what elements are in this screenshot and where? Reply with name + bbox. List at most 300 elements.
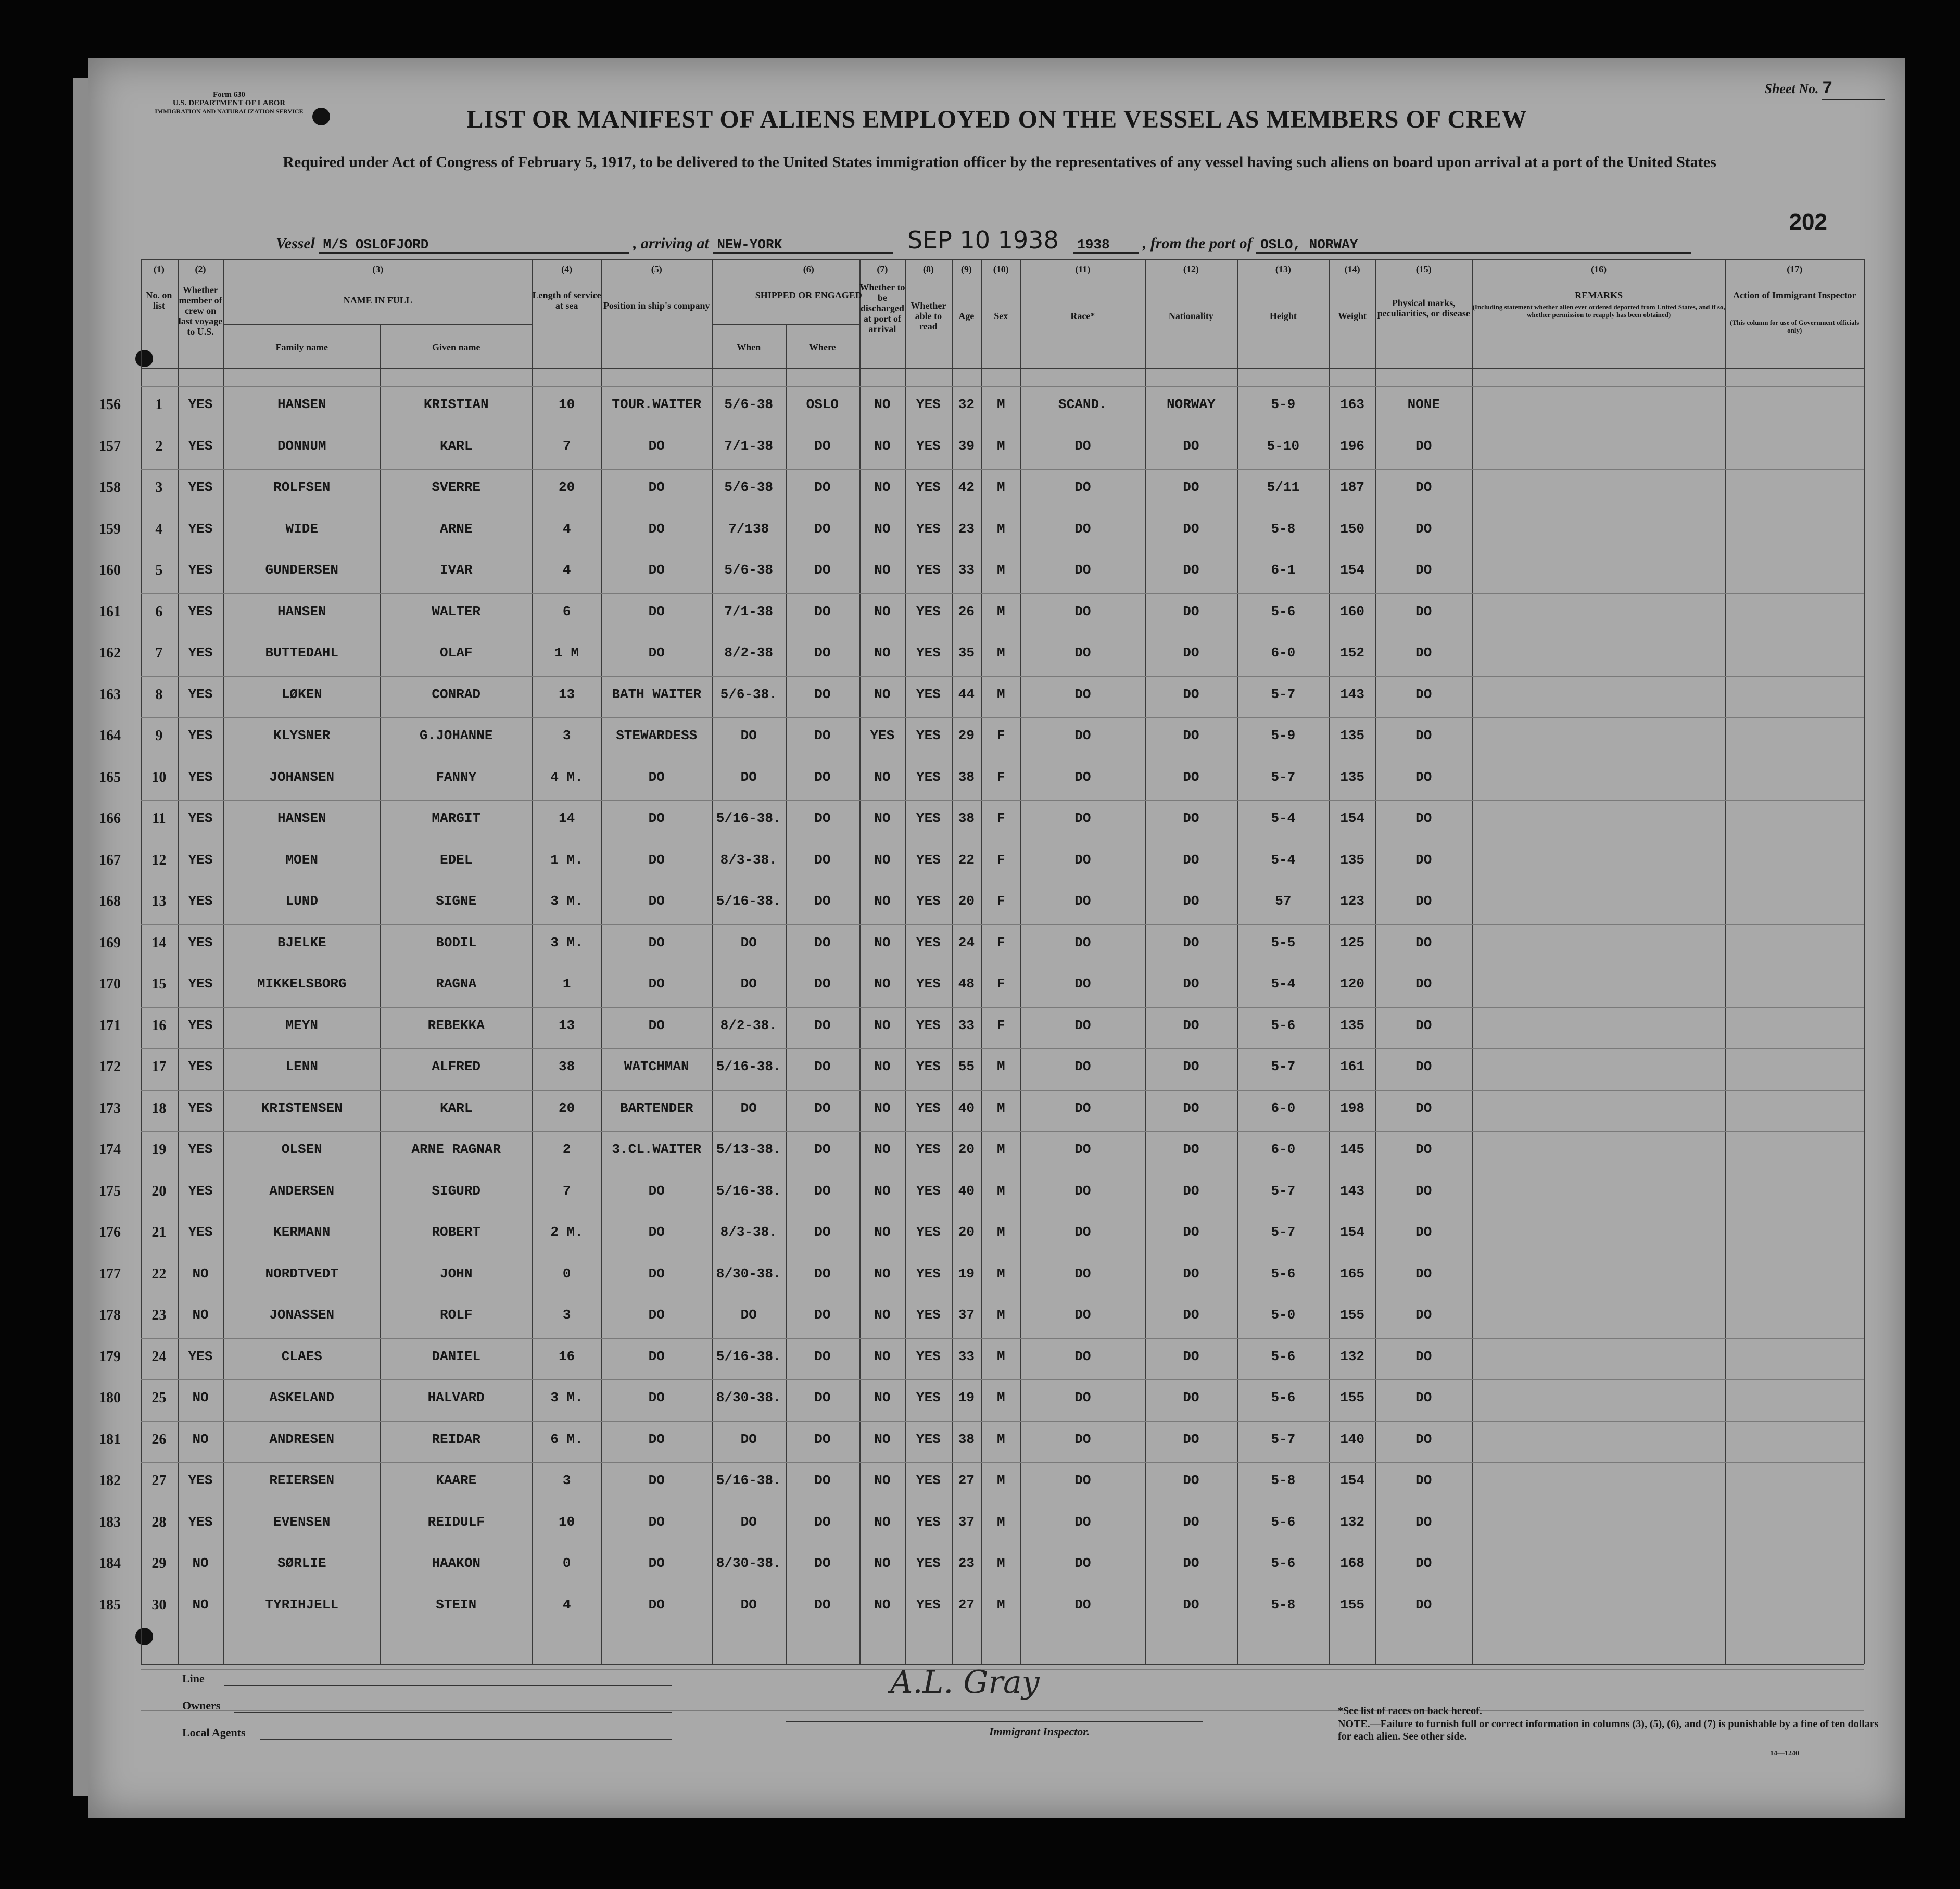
cell-race: DO (1074, 1059, 1091, 1074)
cell-position: DO (648, 438, 665, 454)
cell-position: DO (648, 1555, 665, 1571)
cell-sex: M (996, 1142, 1005, 1157)
cell-given: ARNE (440, 521, 473, 537)
cell-weight: 187 (1340, 479, 1365, 495)
cell-n: 2 (155, 438, 163, 454)
column-divider (1375, 259, 1376, 1664)
cell-weight: 155 (1340, 1596, 1365, 1613)
cell-race: DO (1074, 934, 1091, 950)
cell-position: DO (648, 852, 665, 868)
column-header-c4: Length of service at sea (532, 290, 601, 311)
cell-n: 17 (151, 1059, 167, 1075)
cell-last: YES (188, 1514, 213, 1530)
arrival-year: 1938 (1073, 237, 1139, 254)
cell-when: 8/30-38. (716, 1265, 781, 1282)
cell-nat: DO (1183, 686, 1199, 702)
cell-height: 5-6 (1271, 1017, 1296, 1033)
cell-marks: DO (1415, 521, 1432, 537)
cell-family: WIDE (285, 521, 318, 537)
margin-row-number: 169 (99, 934, 121, 951)
cell-nat: DO (1183, 521, 1199, 537)
cell-last: NO (192, 1596, 209, 1613)
sheet-number-label: Sheet No. (1764, 81, 1819, 96)
cell-family: ASKELAND (269, 1390, 335, 1405)
cell-position: DO (648, 1596, 665, 1613)
cell-service: 4 (562, 1596, 571, 1613)
cell-marks: DO (1415, 1348, 1432, 1364)
cell-position: DO (648, 603, 665, 619)
row-rule (141, 1462, 1864, 1463)
cell-given: MARGIT (432, 810, 481, 826)
cell-where: DO (814, 1555, 831, 1571)
margin-row-number: 172 (99, 1059, 121, 1075)
cell-family: MOEN (285, 852, 318, 868)
cell-disch: NO (874, 1307, 891, 1323)
cell-age: 33 (958, 562, 975, 578)
cell-last: YES (188, 893, 213, 909)
margin-row-number: 159 (99, 521, 121, 537)
cell-age: 48 (958, 976, 975, 992)
cell-given: KRISTIAN (423, 397, 489, 412)
cell-when: DO (740, 1100, 757, 1116)
inspector-signature: A.L. Gray (890, 1664, 1040, 1701)
cell-where: DO (814, 893, 831, 909)
cell-disch: NO (874, 1059, 891, 1074)
cell-nat: DO (1183, 1142, 1199, 1157)
cell-service: 16 (559, 1348, 575, 1364)
cell-sex: F (996, 893, 1005, 909)
cell-n: 19 (151, 1142, 167, 1158)
cell-n: 5 (155, 562, 163, 578)
signature-rule (786, 1721, 1203, 1722)
cell-sex: M (996, 521, 1005, 537)
cell-service: 1 M (554, 645, 579, 661)
cell-last: YES (188, 1348, 213, 1364)
cell-given: EDEL (440, 852, 473, 868)
cell-height: 5-10 (1267, 438, 1300, 454)
cell-last: YES (188, 686, 213, 702)
cell-race: DO (1074, 1017, 1091, 1033)
cell-read: YES (916, 1224, 941, 1240)
column-number: (13) (1275, 264, 1291, 274)
cell-age: 40 (958, 1100, 975, 1116)
cell-disch: NO (874, 976, 891, 992)
cell-sex: M (996, 1514, 1005, 1530)
cell-service: 2 (562, 1142, 571, 1157)
cell-service: 20 (559, 479, 575, 495)
cell-position: DO (648, 1431, 665, 1447)
cell-sex: M (996, 397, 1005, 412)
cell-service: 3 (562, 1473, 571, 1488)
cell-age: 27 (958, 1473, 975, 1488)
cell-read: YES (916, 1390, 941, 1405)
cell-disch: NO (874, 893, 891, 909)
cell-race: SCAND. (1058, 397, 1107, 412)
cell-read: YES (916, 1142, 941, 1157)
cell-nat: DO (1183, 438, 1199, 454)
cell-family: BJELKE (277, 934, 326, 950)
cell-service: 1 M. (550, 852, 583, 868)
date-stamp: SEP 10 1938 (907, 226, 1059, 254)
column-header-c3: NAME IN FULL (343, 295, 412, 306)
cell-last: YES (188, 934, 213, 950)
column-header-c6: SHIPPED OR ENGAGED (755, 290, 862, 300)
cell-disch: NO (874, 397, 891, 412)
cell-service: 10 (559, 397, 575, 412)
column-number: (12) (1183, 264, 1199, 274)
cell-race: DO (1074, 852, 1091, 868)
cell-given: KARL (440, 1100, 473, 1116)
cell-nat: DO (1183, 1100, 1199, 1116)
cell-age: 27 (958, 1596, 975, 1613)
cell-given: STEIN (436, 1596, 477, 1613)
cell-n: 7 (155, 645, 163, 661)
cell-marks: NONE (1407, 397, 1440, 412)
agents-label: Local Agents (182, 1726, 246, 1739)
cell-given: IVAR (440, 562, 473, 578)
cell-age: 22 (958, 852, 975, 868)
cell-disch: NO (874, 1596, 891, 1613)
cell-service: 13 (559, 686, 575, 702)
cell-marks: DO (1415, 934, 1432, 950)
row-rule (141, 1131, 1864, 1132)
cell-family: NORDTVEDT (265, 1265, 338, 1282)
cell-nat: DO (1183, 1431, 1199, 1447)
cell-read: YES (916, 852, 941, 868)
cell-last: YES (188, 852, 213, 868)
column-divider (601, 259, 602, 1664)
column-header-c7: Whether to be discharged at port of arrival (859, 282, 905, 334)
cell-sex: M (996, 479, 1005, 495)
owners-rule (234, 1712, 672, 1713)
crew-table (99, 259, 1864, 1664)
cell-height: 5-0 (1271, 1307, 1296, 1323)
cell-sex: M (996, 1265, 1005, 1282)
cell-read: YES (916, 1473, 941, 1488)
cell-last: YES (188, 1142, 213, 1157)
cell-where: DO (814, 1183, 831, 1199)
column-divider (952, 259, 953, 1664)
cell-read: YES (916, 728, 941, 743)
cell-last: NO (192, 1265, 209, 1282)
cell-weight: 140 (1340, 1431, 1365, 1447)
cell-given: ARNE RAGNAR (411, 1142, 501, 1157)
sheet-number-value: 7 (1822, 79, 1885, 100)
cell-read: YES (916, 603, 941, 619)
cell-marks: DO (1415, 728, 1432, 743)
cell-read: YES (916, 1307, 941, 1323)
cell-service: 3 (562, 1307, 571, 1323)
cell-height: 5-7 (1271, 686, 1296, 702)
cell-marks: DO (1415, 1142, 1432, 1157)
cell-height: 6-0 (1271, 645, 1296, 661)
cell-age: 19 (958, 1265, 975, 1282)
cell-n: 25 (151, 1390, 167, 1406)
cell-last: NO (192, 1431, 209, 1447)
service-name: IMMIGRATION AND NATURALIZATION SERVICE (155, 108, 304, 115)
cell-position: DO (648, 562, 665, 578)
cell-when: 8/2-38. (720, 1017, 777, 1033)
cell-read: YES (916, 1265, 941, 1282)
cell-race: DO (1074, 1473, 1091, 1488)
cell-age: 55 (958, 1059, 975, 1074)
cell-nat: DO (1183, 562, 1199, 578)
cell-n: 22 (151, 1265, 167, 1282)
cell-n: 21 (151, 1224, 167, 1240)
column-number: (7) (877, 264, 888, 274)
column-header-c3a: Family name (275, 342, 328, 352)
cell-last: YES (188, 1017, 213, 1033)
cell-n: 14 (151, 934, 167, 951)
cell-sex: M (996, 686, 1005, 702)
cell-where: DO (814, 1348, 831, 1364)
cell-marks: DO (1415, 1183, 1432, 1199)
column-divider (1329, 259, 1330, 1664)
cell-weight: 161 (1340, 1059, 1365, 1074)
cell-nat: DO (1183, 810, 1199, 826)
cell-height: 5-8 (1271, 521, 1296, 537)
form-number: Form 630 (212, 91, 246, 99)
cell-race: DO (1074, 521, 1091, 537)
cell-age: 24 (958, 934, 975, 950)
cell-where: DO (814, 479, 831, 495)
cell-race: DO (1074, 1307, 1091, 1323)
cell-given: ROLF (440, 1307, 473, 1323)
cell-height: 5-6 (1271, 1514, 1296, 1530)
cell-read: YES (916, 1100, 941, 1116)
cell-position: BARTENDER (620, 1100, 693, 1116)
cell-nat: DO (1183, 1555, 1199, 1571)
cell-race: DO (1074, 1265, 1091, 1282)
cell-position: DO (648, 1348, 665, 1364)
row-rule (141, 593, 1864, 594)
cell-position: 3.CL.WAITER (612, 1142, 702, 1157)
cell-last: YES (188, 769, 213, 785)
cell-race: DO (1074, 479, 1091, 495)
cell-age: 20 (958, 1142, 975, 1157)
column-header-c9: Age (958, 311, 975, 321)
cell-weight: 132 (1340, 1514, 1365, 1530)
cell-height: 5-7 (1271, 1224, 1296, 1240)
cell-when: DO (740, 1431, 757, 1447)
cell-last: YES (188, 479, 213, 495)
owners-label: Owners (182, 1699, 221, 1712)
cell-nat: DO (1183, 1348, 1199, 1364)
cell-nat: DO (1183, 1390, 1199, 1405)
cell-height: 6-0 (1271, 1100, 1296, 1116)
cell-service: 14 (559, 810, 575, 826)
cell-weight: 135 (1340, 852, 1365, 868)
cell-age: 38 (958, 810, 975, 826)
row-rule (141, 1710, 1864, 1711)
cell-when: DO (740, 1514, 757, 1530)
cell-where: DO (814, 645, 831, 661)
cell-family: HANSEN (277, 603, 326, 619)
cell-read: YES (916, 1431, 941, 1447)
cell-family: KLYSNER (273, 728, 331, 743)
cell-nat: DO (1183, 728, 1199, 743)
column-header-c14: Weight (1338, 311, 1367, 321)
cell-given: SIGNE (436, 893, 477, 909)
cell-age: 40 (958, 1183, 975, 1199)
margin-row-number: 184 (99, 1555, 121, 1571)
cell-given: REIDULF (427, 1514, 485, 1530)
cell-n: 29 (151, 1555, 167, 1571)
voyage-line (276, 226, 1691, 254)
cell-nat: DO (1183, 1017, 1199, 1033)
row-rule (141, 1379, 1864, 1380)
cell-n: 28 (151, 1514, 167, 1530)
cell-height: 6-1 (1271, 562, 1296, 578)
cell-when: 5/6-38 (724, 397, 774, 412)
cell-race: DO (1074, 893, 1091, 909)
cell-height: 5-6 (1271, 1390, 1296, 1405)
cell-position: DO (648, 893, 665, 909)
cell-given: SVERRE (432, 479, 481, 495)
cell-n: 11 (152, 810, 166, 827)
cell-family: MIKKELSBORG (257, 976, 347, 992)
margin-row-number: 157 (99, 438, 121, 454)
cell-service: 1 (562, 976, 571, 992)
column-header-c16sub: (Including statement whether alien ever ordered deported from United States, and if so, whether permission to reapply has been obtained) (1472, 303, 1725, 319)
cell-sex: M (996, 562, 1005, 578)
cell-sex: M (996, 1473, 1005, 1488)
cell-read: YES (916, 810, 941, 826)
cell-read: YES (916, 562, 941, 578)
cell-disch: NO (874, 1142, 891, 1157)
cell-where: DO (814, 521, 831, 537)
cell-nat: DO (1183, 1473, 1199, 1488)
margin-row-number: 167 (99, 852, 121, 868)
cell-marks: DO (1415, 1307, 1432, 1323)
cell-when: 5/16-38. (716, 1473, 781, 1488)
cell-when: DO (740, 1596, 757, 1613)
cell-where: DO (814, 562, 831, 578)
cell-given: ROBERT (432, 1224, 481, 1240)
cell-nat: DO (1183, 1224, 1199, 1240)
cell-when: 5/16-38. (716, 1183, 781, 1199)
cell-last: YES (188, 728, 213, 743)
cell-service: 7 (562, 438, 571, 454)
cell-given: BODIL (436, 934, 477, 950)
cell-where: DO (814, 852, 831, 868)
column-number: (1) (153, 264, 165, 274)
cell-race: DO (1074, 1183, 1091, 1199)
cell-when: 7/1-38 (724, 438, 774, 454)
cell-where: DO (814, 1514, 831, 1530)
row-rule (141, 386, 1864, 387)
row-rule (141, 1421, 1864, 1422)
column-number: (17) (1787, 264, 1803, 274)
cell-nat: DO (1183, 603, 1199, 619)
margin-row-number: 162 (99, 645, 121, 661)
cell-sex: M (996, 1555, 1005, 1571)
margin-row-number: 174 (99, 1142, 121, 1158)
cell-family: JONASSEN (269, 1307, 335, 1323)
cell-last: YES (188, 603, 213, 619)
cell-marks: DO (1415, 852, 1432, 868)
cell-family: EVENSEN (273, 1514, 331, 1530)
cell-sex: F (996, 810, 1005, 826)
column-divider (532, 259, 533, 1664)
cell-family: GUNDERSEN (265, 562, 338, 578)
cell-age: 20 (958, 893, 975, 909)
cell-weight: 135 (1340, 728, 1365, 743)
column-number: (6) (803, 264, 814, 274)
cell-height: 5-6 (1271, 1265, 1296, 1282)
column-divider (712, 259, 713, 1664)
margin-row-number: 175 (99, 1183, 121, 1199)
cell-where: DO (814, 1100, 831, 1116)
cell-sex: F (996, 769, 1005, 785)
cell-n: 8 (155, 686, 163, 703)
column-divider (905, 259, 906, 1664)
cell-height: 5-7 (1271, 1059, 1296, 1074)
inspector-label: Immigrant Inspector. (989, 1725, 1090, 1738)
cell-race: DO (1074, 1431, 1091, 1447)
cell-disch: NO (874, 852, 891, 868)
column-number: (2) (195, 264, 206, 274)
cell-marks: DO (1415, 976, 1432, 992)
cell-height: 5-8 (1271, 1473, 1296, 1488)
cell-disch: NO (874, 603, 891, 619)
cell-where: DO (814, 686, 831, 702)
cell-last: NO (192, 1555, 209, 1571)
cell-age: 29 (958, 728, 975, 743)
cell-disch: NO (874, 521, 891, 537)
cell-marks: DO (1415, 686, 1432, 702)
cell-weight: 154 (1340, 562, 1365, 578)
cell-marks: DO (1415, 1059, 1432, 1074)
cell-given: OLAF (440, 645, 473, 661)
cell-disch: NO (874, 1224, 891, 1240)
cell-age: 44 (958, 686, 975, 702)
cell-weight: 135 (1340, 1017, 1365, 1033)
margin-row-number: 156 (99, 397, 121, 413)
cell-age: 42 (958, 479, 975, 495)
cell-marks: DO (1415, 1224, 1432, 1240)
cell-nat: DO (1183, 1059, 1199, 1074)
cell-sex: F (996, 1017, 1005, 1033)
row-rule (141, 469, 1864, 470)
departure-port: OSLO, NORWAY (1256, 237, 1691, 254)
cell-nat: DO (1183, 976, 1199, 992)
cell-given: JOHN (440, 1265, 473, 1282)
cell-sex: M (996, 438, 1005, 454)
cell-when: 8/3-38. (720, 852, 777, 868)
cell-n: 4 (155, 521, 163, 537)
cell-where: DO (814, 1307, 831, 1323)
cell-read: YES (916, 1183, 941, 1199)
cell-family: HANSEN (277, 397, 326, 412)
cell-disch: YES (870, 728, 895, 743)
cell-sex: M (996, 1100, 1005, 1116)
cell-service: 4 M. (550, 769, 583, 785)
cell-weight: 168 (1340, 1555, 1365, 1571)
cell-race: DO (1074, 562, 1091, 578)
cell-last: YES (188, 1473, 213, 1488)
cell-sex: M (996, 1596, 1005, 1613)
cell-weight: 196 (1340, 438, 1365, 454)
margin-row-number: 178 (99, 1307, 121, 1323)
cell-family: DONNUM (277, 438, 326, 454)
cell-when: 7/1-38 (724, 603, 774, 619)
cell-n: 12 (151, 852, 167, 868)
cell-position: DO (648, 1307, 665, 1323)
cell-read: YES (916, 1596, 941, 1613)
cell-age: 39 (958, 438, 975, 454)
cell-n: 27 (151, 1473, 167, 1489)
